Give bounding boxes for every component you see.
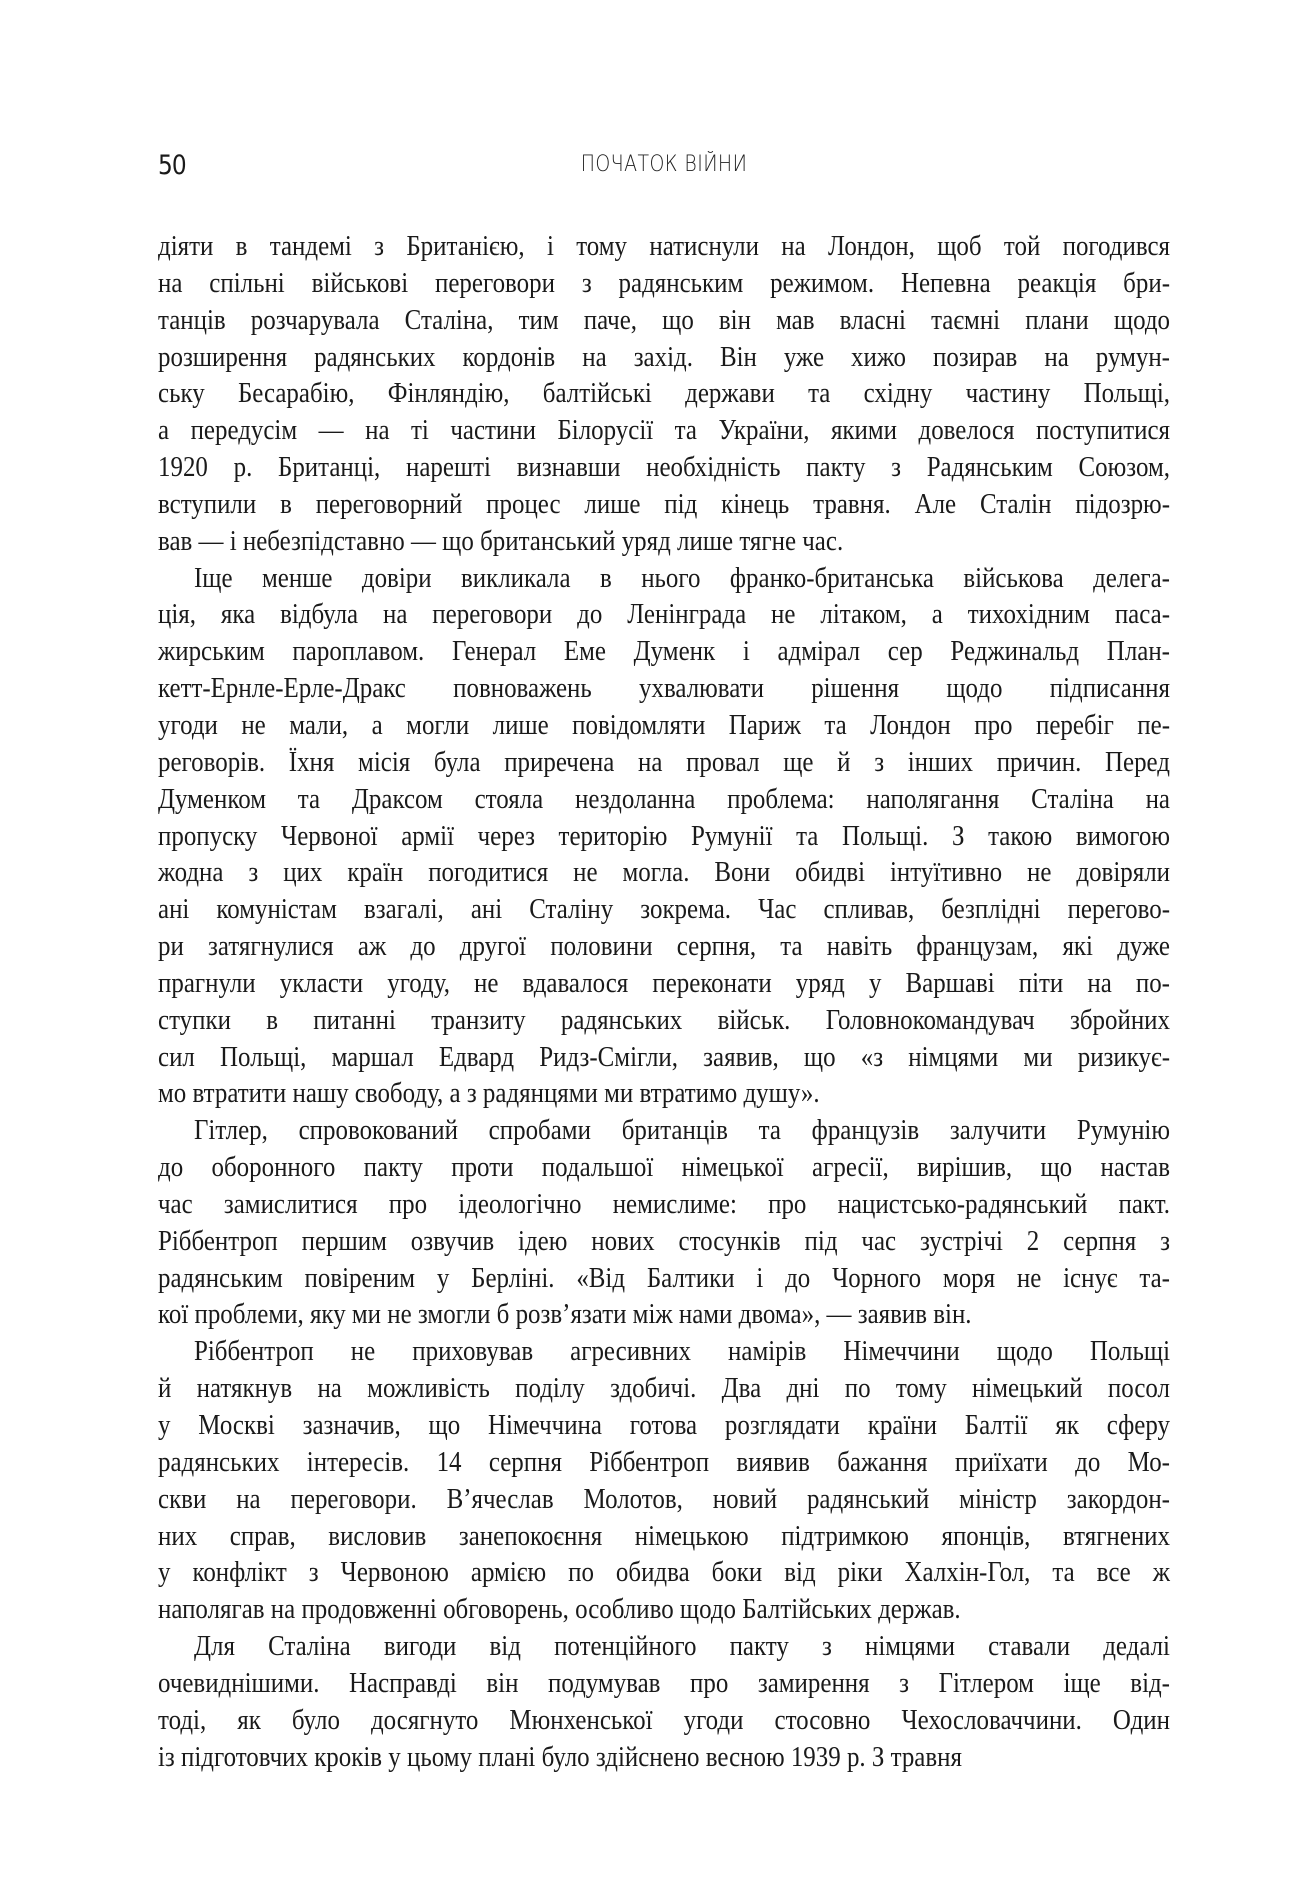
running-title: ПОЧАТОК ВІЙНИ	[580, 152, 748, 177]
text-line	[158, 486, 1170, 523]
text-line-content: у Москві зазначив, що Німеччина готова розглядати країни Балтії як сферу	[158, 1409, 1170, 1441]
text-line	[158, 265, 1170, 302]
text-line-content: у конфлікт з Червоною армією по обидва боки від ріки Халхін-Гол, та все ж	[158, 1556, 1171, 1589]
text-line-content: жодна з цих країн погодитися не могла. Вони обидві інтуїтивно не довіряли	[158, 856, 1171, 889]
text-line	[158, 928, 1170, 965]
text-line	[158, 965, 1170, 1002]
text-line-content: діяти в тандемі з Британією, і тому натиснули на Лондон, щоб той погодився	[158, 230, 1171, 262]
text-line-content: ція, яка відбула на переговори до Ленінграда не літаком, а тихохідним паса-	[158, 598, 1171, 631]
text-line-content: вав — і небезпідставно — що британський уряд лише тягне час.	[158, 524, 844, 557]
text-line	[158, 1591, 1170, 1628]
text-line-content: кетт-Ернле-Ерле-Дракс повноважень ухвалювати рішення щодо підписання	[158, 672, 1170, 705]
text-line-content: Для Сталіна вигоди від потенційного пакту з німцями ставали дедалі	[194, 1630, 1170, 1663]
text-line	[158, 781, 1170, 818]
body-text	[158, 228, 1170, 1775]
text-line	[158, 339, 1170, 376]
paragraph	[158, 1333, 1170, 1628]
text-line-content: ри затягнулися аж до другої половини серпня, та навіть французам, які дуже	[158, 930, 1171, 963]
text-line-content: із підготовчих кроків у цьому плані було здійснено весною 1939 р. З травня	[158, 1740, 962, 1773]
text-line-content: до оборонного пакту проти подальшої німецької агресії, вирішив, що настав	[158, 1151, 1171, 1184]
text-line-content: розширення радянських кордонів на захід. Він уже хижо позирав на румун-	[158, 340, 1170, 373]
text-line	[158, 1407, 1170, 1444]
text-line-content: сил Польщі, маршал Едвард Ридз-Смігли, заявив, що «з німцями ми ризикує-	[158, 1040, 1171, 1073]
text-line-content: на спільні військові переговори з радянським режимом. Непевна реакція бри-	[158, 266, 1171, 299]
running-head	[158, 150, 1170, 186]
text-line-content: час замислитися про ідеологічно немислиме: про нацистсько-радянський пакт.	[158, 1187, 1170, 1220]
text-line	[158, 1444, 1170, 1481]
text-line	[158, 1702, 1170, 1739]
text-line	[158, 1296, 1170, 1333]
text-line-content: прагнули укласти угоду, не вдавалося переконати уряд у Варшаві піти на по-	[158, 966, 1170, 999]
text-line	[158, 596, 1170, 633]
text-line-content: жирським пароплавом. Генерал Еме Думенк і адмірал сер Реджинальд План-	[158, 635, 1170, 668]
text-line	[158, 302, 1170, 339]
text-line-content: 1920 р. Британці, нарешті визнавши необхідність пакту з Радянським Союзом,	[158, 451, 1171, 484]
paragraph	[158, 1628, 1170, 1775]
text-line-content: Думенком та Драксом стояла нездоланна проблема: наполягання Сталіна на	[158, 782, 1171, 815]
text-line-content: Ріббентроп першим озвучив ідею нових стосунків під час зустрічі 2 серпня з	[158, 1224, 1171, 1257]
text-line-content: Іще менше довіри викликала в нього франко-британська військова делега-	[194, 561, 1170, 594]
text-line-content: танців розчарувала Сталіна, тим паче, що він мав власні таємні плани щодо	[158, 303, 1171, 336]
text-line-content: радянських інтересів. 14 серпня Ріббентроп виявив бажання приїхати до Мо-	[158, 1445, 1170, 1478]
text-line-content: тоді, як було досягнуто Мюнхенської угоди стосовно Чехословаччини. Один	[158, 1703, 1171, 1736]
text-line-content: угоди не мали, а могли лише повідомляти Париж та Лондон про перебіг пе-	[158, 708, 1171, 741]
text-line	[158, 1149, 1170, 1186]
text-line-content: Гітлер, спровокований спробами британців та французів залучити Румунію	[194, 1114, 1170, 1147]
text-line	[158, 633, 1170, 670]
text-line-content: й натякнув на можливість поділу здобичі. Два дні по тому німецький посол	[158, 1372, 1171, 1405]
text-line	[158, 744, 1170, 781]
text-line	[158, 854, 1170, 891]
text-line-content: радянським повіреним у Берліні. «Від Балтики і до Чорного моря не існує та-	[158, 1261, 1170, 1294]
paragraph	[158, 228, 1170, 560]
text-line-content: вступили в переговорний процес лише під кінець травня. Але Сталін підозрю-	[158, 487, 1171, 520]
text-line-content: ані комуністам взагалі, ані Сталіну зокрема. Час спливав, безплідні перегово-	[158, 893, 1171, 926]
text-line	[158, 1002, 1170, 1039]
text-line	[158, 1075, 1170, 1112]
text-line	[158, 891, 1170, 928]
paragraph	[158, 560, 1170, 1113]
text-line	[158, 1260, 1170, 1297]
text-line	[158, 1628, 1170, 1665]
text-line-content: пропуску Червоної армії через територію Румунії та Польщі. З такою вимогою	[158, 819, 1170, 852]
text-line	[158, 1039, 1170, 1076]
text-line	[158, 707, 1170, 744]
text-line	[158, 1223, 1170, 1260]
text-line	[158, 818, 1170, 855]
text-line-content: наполягав на продовженні обговорень, особливо щодо Балтійських держав.	[158, 1593, 961, 1626]
text-line-content: ську Бесарабію, Фінляндію, балтійські держави та східну частину Польщі,	[158, 377, 1171, 410]
text-line	[158, 1554, 1170, 1591]
text-line	[158, 449, 1170, 486]
text-line	[158, 1739, 1170, 1776]
text-line	[158, 228, 1170, 265]
text-line	[158, 560, 1170, 597]
text-line-content: мо втратити нашу свободу, а з радянцями ми втратимо душу».	[158, 1077, 820, 1110]
paragraph	[158, 1112, 1170, 1333]
text-line-content: а передусім — на ті частини Білорусії та України, якими довелося поступитися	[158, 414, 1170, 447]
text-line	[158, 1370, 1170, 1407]
text-line	[158, 523, 1170, 560]
text-line-content: кої проблеми, яку ми не змогли б розв’язати між нами двома», — заявив він.	[158, 1298, 972, 1331]
text-line	[158, 670, 1170, 707]
text-line	[158, 412, 1170, 449]
text-line	[158, 1665, 1170, 1702]
text-line-content: ступки в питанні транзиту радянських військ. Головнокомандувач збройних	[158, 1003, 1171, 1036]
text-line-content: очевиднішими. Насправді він подумував про замирення з Гітлером іще від-	[158, 1666, 1170, 1699]
text-line-content: реговорів. Їхня місія була приречена на провал ще й з інших причин. Перед	[158, 745, 1170, 778]
text-line-content: них справ, висловив занепокоєння німецькою підтримкою японців, втягнених	[158, 1519, 1171, 1552]
text-line	[158, 375, 1170, 412]
text-line	[158, 1112, 1170, 1149]
text-line-content: скви на переговори. В’ячеслав Молотов, новий радянський міністр закордон-	[158, 1482, 1170, 1515]
text-line	[158, 1481, 1170, 1518]
text-line	[158, 1333, 1170, 1370]
text-line	[158, 1518, 1170, 1555]
text-line	[158, 1186, 1170, 1223]
text-line-content: Ріббентроп не приховував агресивних намірів Німеччини щодо Польщі	[194, 1335, 1171, 1368]
page-number: 50	[158, 150, 186, 181]
